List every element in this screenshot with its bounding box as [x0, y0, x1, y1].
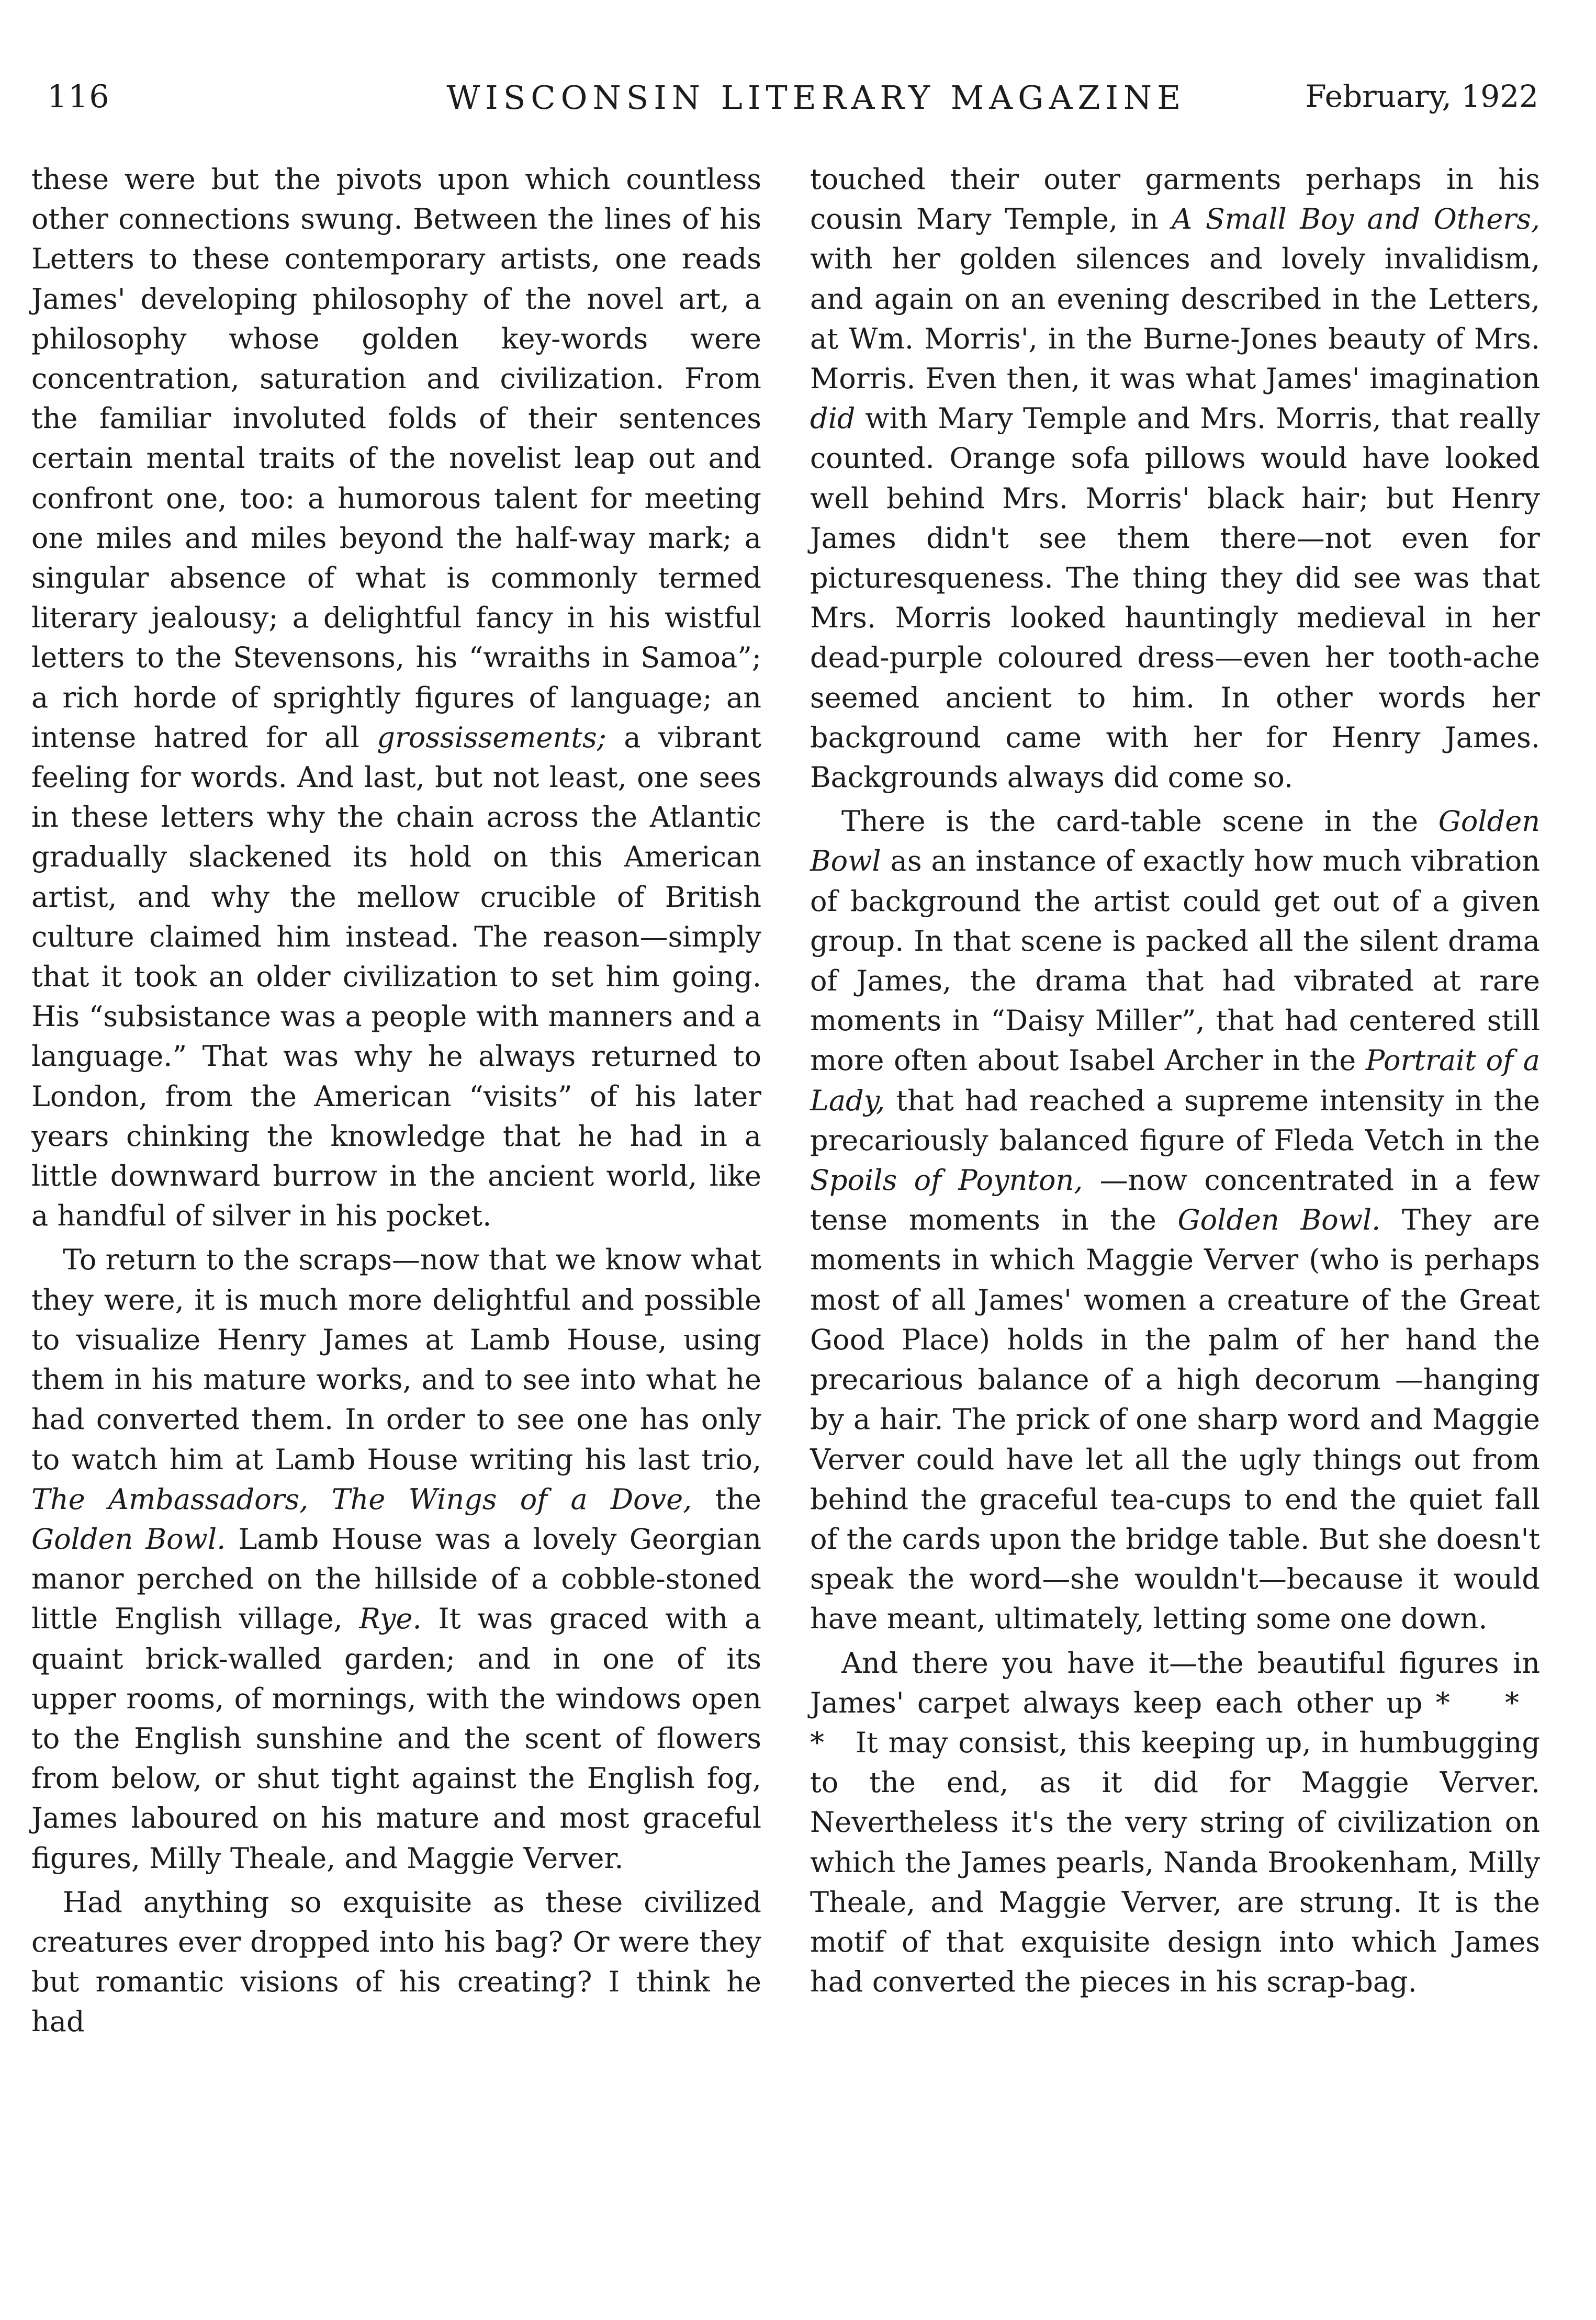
- italic-text: grossissements;: [377, 720, 606, 754]
- paragraph: [31, 160, 761, 1236]
- italic-text: A Small Boy and Others,: [1172, 202, 1540, 236]
- paragraph: [810, 160, 1540, 797]
- text-run: as an instance of exactly how much vibration of background the artist could get out of a given group. In that scene is packed all the silent drama of James, the drama that had vibrated at rare moments in “Daisy Miller”, that had centered still more often about Isabel Archer in the: [810, 844, 1540, 1077]
- text-run: To return to the scraps—now that we know what they were, it is much more delightful and possible to visualize Henry James at Lamb House, using them in his mature works, and to see into what he had converted them. In order to see one has only to watch him at Lamb House writing his last trio,: [31, 1243, 761, 1476]
- italic-text: Golden Bowl.: [1177, 1203, 1381, 1237]
- italic-text: Golden Bowl: [810, 805, 1540, 878]
- paragraph: [31, 1240, 761, 1878]
- text-run: with Mary Temple and Mrs. Morris, that really counted. Orange sofa pillows would have looked well behind Mrs. Morris' black hair; but Henry James didn't see them there—not even for picturesqueness. The thing they did see was that Mrs. Morris looked hauntingly medieval in her dead-purple coloured dress—even her tooth-ache seemed ancient to him. In other words her background came with her for Henry James. Backgrounds always did come so.: [810, 402, 1540, 794]
- right-column: [810, 160, 1540, 2002]
- text-run: that had reached a supreme intensity in the precariously balanced figure of Fleda Vetch in the: [810, 1084, 1540, 1157]
- left-column: [31, 160, 761, 2042]
- text-run: They are moments in which Maggie Verver (who is perhaps most of all James' women a creature of the Great Good Place) holds in the palm of her hand the precarious balance of a high decorum —hanging by a hair. The prick of one sharp word and Maggie Verver could have let all the ugly things out from behind the graceful tea-cups to end the quiet fall of the cards upon the bridge table. But she doesn't speak the word—she wouldn't—because it would have meant, ultimately, letting some one down.: [810, 1203, 1540, 1636]
- text-run: There is the card-table scene in the: [841, 805, 1438, 838]
- section-stars: * * *: [810, 1686, 1540, 1759]
- italic-text: Spoils of Poynton,: [810, 1164, 1083, 1197]
- page-header: [47, 78, 1538, 131]
- magazine-title: WISCONSIN LITERARY MAGAZINE: [446, 78, 1186, 117]
- text-run: with her golden silences and lovely invalidism, and again on an evening described in the Letters, at Wm. Morris', in the Burne-Jones beauty of Mrs. Morris. Even then, it was what James' imagination: [810, 242, 1540, 396]
- text-run: touched their outer garments perhaps in his cousin Mary Temple, in: [810, 163, 1540, 236]
- text-run: these were but the pivots upon which countless other connections swung. Between the lines of his Letters to these contemporary artists, one reads James' developing philosophy of the novel art, a philosophy whose golden key-words were concentration, saturation and civilization. From the familiar involuted folds of their sentences certain mental traits of the novelist leap out and confront one, too: a humorous talent for meeting one miles and miles beyond the half-way mark; a singular absence of what is commonly termed literary jealousy; a delightful fancy in his wistful letters to the Stevensons, his “wraiths in Samoa”; a rich horde of sprightly figures of language; an intense hatred for all: [31, 163, 761, 754]
- italic-text: did: [810, 402, 856, 435]
- italic-text: Golden Bowl.: [31, 1522, 226, 1556]
- text-run: —now concentrated in a few tense moments in the: [810, 1164, 1541, 1237]
- paragraph: [810, 802, 1540, 1639]
- italic-text: Rye.: [359, 1602, 422, 1636]
- text-run: the: [692, 1482, 761, 1516]
- paragraph: [31, 1883, 761, 2042]
- text-run: Had anything so exquisite as these civilized creatures ever dropped into his bag? Or were they but romantic visions of his creating? I think he had: [31, 1885, 761, 2039]
- italic-text: The Ambassadors, The Wings of a Dove,: [31, 1482, 692, 1516]
- text-run: a vibrant feeling for words. And last, but not least, one sees in these letters why the chain across the Atlantic gradually slackened its hold on this American artist, and why the mellow crucible of British culture claimed him instead. The reason—simply that it took an older civilization to set him going. His “subsistance was a people with manners and a language.” That was why he always returned to London, from the American “visits” of his later years chinking the knowledge that he had in a little downward burrow in the ancient world, like a handful of silver in his pocket.: [31, 720, 761, 1233]
- text-run: And there you have it—the beautiful figures in James' carpet always keep each other up: [810, 1646, 1540, 1719]
- issue-date: February, 1922: [1305, 78, 1538, 114]
- italic-text: Portrait of a Lady,: [810, 1044, 1541, 1117]
- paragraph: [810, 1643, 1540, 2002]
- text-run: It was graced with a quaint brick-walled garden; and in one of its upper rooms, of mornings, with the windows open to the English sunshine and the scent of flowers from below, or shut tight against the English fog, James laboured on his mature and most graceful figures, Milly Theale, and Maggie Verver.: [31, 1602, 761, 1875]
- text-run: Lamb House was a lovely Georgian manor perched on the hillside of a cobble-stoned little English village,: [31, 1522, 761, 1636]
- page-number: 116: [47, 78, 110, 115]
- text-run: It may consist, this keeping up, in humbugging to the end, as it did for Maggie Verver. Nevertheless it's the very string of civilization on which the James pearls, Nanda Brookenham, Milly Theale, and Maggie Verver, are strung. It is the motif of that exquisite design into which James had converted the pieces in his scrap-bag.: [810, 1726, 1540, 1999]
